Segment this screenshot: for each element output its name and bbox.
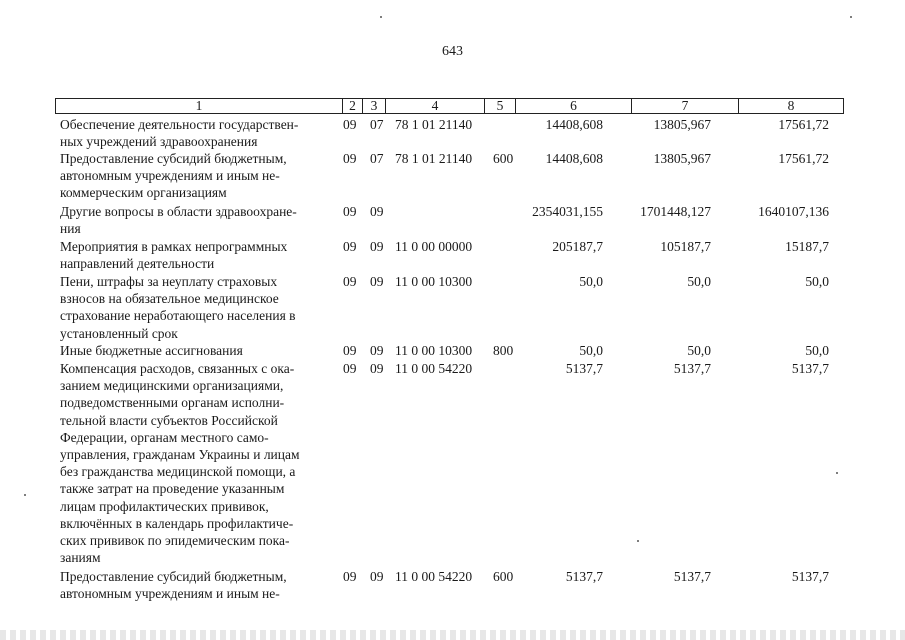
header-col-5: 5 <box>484 98 516 114</box>
row-expense-type: 600 <box>493 151 514 166</box>
description-line: включённых в календарь профилактиче- <box>60 515 294 531</box>
description-line: Другие вопросы в области здравоохране- <box>60 204 297 219</box>
row-value-col8: 15187,7 <box>785 239 829 254</box>
row-section-code: 09 <box>343 361 357 376</box>
row-section-code: 09 <box>343 239 357 254</box>
description-line: подведомственными органам исполни- <box>60 395 285 411</box>
table-header <box>55 98 844 114</box>
row-value-col7: 13805,967 <box>653 117 711 132</box>
row-target-article: 11 0 00 10300 <box>395 343 473 358</box>
row-subsection-code: 07 <box>370 117 384 132</box>
row-value-col7: 5137,7 <box>673 569 711 584</box>
row-subsection-code: 09 <box>370 569 384 584</box>
description-line: управления, гражданам Украины и лицам <box>60 447 300 463</box>
description-line: ных учреждений здравоохранения <box>60 134 258 150</box>
row-subsection-code: 07 <box>370 151 384 166</box>
row-value-col6: 14408,608 <box>545 151 603 166</box>
scan-speck <box>836 472 838 474</box>
description-line: Пени, штрафы за неуплату страховых <box>60 274 278 289</box>
row-value-col7: 1701448,127 <box>640 204 711 219</box>
row-subsection-code: 09 <box>370 343 384 358</box>
row-value-col8: 50,0 <box>805 343 829 358</box>
row-subsection-code: 09 <box>370 274 384 289</box>
scan-speck <box>637 540 639 542</box>
header-col-7: 7 <box>631 98 739 114</box>
row-section-code: 09 <box>343 117 357 132</box>
row-section-code: 09 <box>343 204 357 219</box>
row-value-col8: 17561,72 <box>778 117 829 132</box>
description-line: коммерческим организациям <box>60 185 227 201</box>
header-col-3: 3 <box>362 98 386 114</box>
description-line: лицам профилактических прививок, <box>60 498 269 514</box>
row-description <box>60 116 333 150</box>
row-description <box>60 238 333 272</box>
row-value-col7: 50,0 <box>687 274 711 289</box>
description-line: автономным учреждениям и иным не- <box>60 586 280 602</box>
description-line: направлений деятельности <box>60 256 215 272</box>
scan-bottom-edge <box>0 630 905 640</box>
row-value-col8: 17561,72 <box>778 151 829 166</box>
row-value-col7: 5137,7 <box>673 361 711 376</box>
description-line: Мероприятия в рамках непрограммных <box>60 239 288 254</box>
row-description <box>60 203 333 237</box>
row-subsection-code: 09 <box>370 204 384 219</box>
scan-speck <box>24 494 26 496</box>
description-line: автономным учреждениям и иным не- <box>60 168 280 184</box>
row-value-col6: 2354031,155 <box>532 204 603 219</box>
row-value-col7: 105187,7 <box>660 239 711 254</box>
row-value-col6: 5137,7 <box>565 361 603 376</box>
row-expense-type: 600 <box>493 569 514 584</box>
description-line: также затрат на проведение указанным <box>60 481 285 497</box>
row-value-col8: 5137,7 <box>791 569 829 584</box>
row-target-article: 78 1 01 21140 <box>395 151 473 166</box>
row-section-code: 09 <box>343 151 357 166</box>
row-description <box>60 568 333 602</box>
row-value-col8: 50,0 <box>805 274 829 289</box>
row-value-col7: 50,0 <box>687 343 711 358</box>
header-col-8: 8 <box>738 98 844 114</box>
header-col-4: 4 <box>385 98 485 114</box>
row-target-article: 11 0 00 10300 <box>395 274 473 289</box>
row-value-col8: 1640107,136 <box>758 204 829 219</box>
description-line: Федерации, органам местного само- <box>60 429 269 445</box>
row-subsection-code: 09 <box>370 361 384 376</box>
row-expense-type: 800 <box>493 343 514 358</box>
row-subsection-code: 09 <box>370 239 384 254</box>
scan-speck <box>380 16 382 18</box>
header-col-1: 1 <box>55 98 343 114</box>
description-line: взносов на обязательное медицинское <box>60 291 279 307</box>
row-value-col6: 50,0 <box>579 343 603 358</box>
row-value-col8: 5137,7 <box>791 361 829 376</box>
page-number: 643 <box>442 44 463 59</box>
description-line: Иные бюджетные ассигнования <box>60 343 243 358</box>
row-value-col6: 14408,608 <box>545 117 603 132</box>
row-value-col6: 50,0 <box>579 274 603 289</box>
description-line: Обеспечение деятельности государствен- <box>60 117 299 132</box>
header-col-2: 2 <box>342 98 363 114</box>
description-line: занием медицинскими организациями, <box>60 378 284 394</box>
description-line: без гражданства медицинской помощи, а <box>60 464 296 480</box>
row-value-col6: 205187,7 <box>552 239 603 254</box>
description-line: страхование неработающего населения в <box>60 308 296 324</box>
header-col-6: 6 <box>515 98 632 114</box>
row-section-code: 09 <box>343 569 357 584</box>
row-target-article: 11 0 00 54220 <box>395 569 473 584</box>
row-description <box>60 273 333 342</box>
description-line: Предоставление субсидий бюджетным, <box>60 151 287 166</box>
description-line: Предоставление субсидий бюджетным, <box>60 569 287 584</box>
description-line: установленный срок <box>60 325 178 341</box>
description-line: тельной власти субъектов Российской <box>60 412 278 428</box>
description-line: заниям <box>60 550 101 566</box>
row-description <box>60 342 333 359</box>
description-line: ния <box>60 221 81 237</box>
row-section-code: 09 <box>343 274 357 289</box>
row-section-code: 09 <box>343 343 357 358</box>
row-description <box>60 150 333 202</box>
row-value-col6: 5137,7 <box>565 569 603 584</box>
row-target-article: 11 0 00 54220 <box>395 361 473 376</box>
row-target-article: 11 0 00 00000 <box>395 239 473 254</box>
row-description <box>60 360 333 566</box>
description-line: Компенсация расходов, связанных с ока- <box>60 361 295 376</box>
description-line: ских прививок по эпидемическим пока- <box>60 533 290 549</box>
row-target-article: 78 1 01 21140 <box>395 117 473 132</box>
scan-speck <box>850 16 852 18</box>
row-value-col7: 13805,967 <box>653 151 711 166</box>
